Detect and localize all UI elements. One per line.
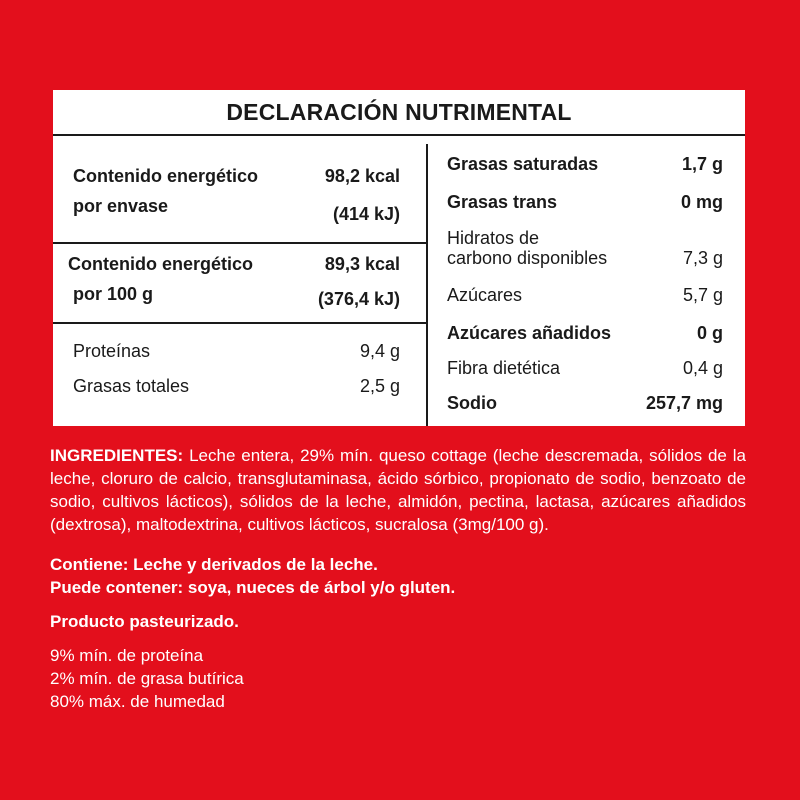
spec-proteina: 9% mín. de proteína [50, 646, 204, 665]
row-divider [53, 242, 426, 244]
energy-100g-label-1: Contenido energético [68, 254, 254, 274]
table-title: DECLARACIÓN NUTRIMENTAL [53, 90, 745, 136]
pasteurizado-text: Producto pasteurizado. [50, 612, 239, 631]
energy-100g-label-2: por 100 g [73, 284, 154, 304]
allergens-block [50, 553, 746, 599]
puede-contener-text: Puede contener: soya, nueces de árbol y/o gluten. [50, 578, 456, 597]
nutrition-table [53, 90, 745, 426]
grasas-saturadas-label: Grasas saturadas [447, 154, 599, 174]
azucares-label: Azúcares [447, 285, 523, 305]
azucares-anadidos-value: 0 g [696, 323, 723, 343]
energy-envase-label-1: Contenido energético [73, 166, 259, 186]
energy-envase-kj: (414 kJ) [332, 204, 400, 224]
hidratos-label-2: carbono disponibles [447, 248, 608, 268]
grasas-totales-value: 2,5 g [359, 376, 400, 396]
contiene-text: Contiene: Leche y derivados de la leche. [50, 555, 378, 574]
fibra-value: 0,4 g [682, 358, 723, 378]
energy-100g-kj: (376,4 kJ) [317, 289, 400, 309]
azucares-value: 5,7 g [682, 285, 723, 305]
grasas-totales-label: Grasas totales [73, 376, 190, 396]
grasas-saturadas-value: 1,7 g [681, 154, 723, 174]
ingredients-heading: INGREDIENTES: [50, 446, 184, 465]
table-body [53, 136, 745, 426]
energy-envase-label-2: por envase [73, 196, 169, 216]
azucares-anadidos-label: Azúcares añadidos [447, 323, 612, 343]
fibra-label: Fibra dietética [447, 358, 561, 378]
proteinas-value: 9,4 g [359, 341, 400, 361]
sodio-value: 257,7 mg [645, 393, 723, 413]
hidratos-value: 7,3 g [682, 248, 723, 268]
hidratos-label-1: Hidratos de [447, 228, 540, 248]
column-divider [426, 144, 428, 426]
energy-envase-kcal: 98,2 kcal [324, 166, 400, 186]
specs-block [50, 644, 746, 713]
ingredients-text: Leche entera, 29% mín. queso cottage (leche descremada, sólidos de la leche, cloruro de calcio, transglutaminasa, ácido sórbico, propionato de sodio, benzoato de sodio, cultivos lácticos), sólidos de la leche, almidón, pectina, lactasa, azúcares añadidos (dextrosa), maltodextrina, cultivos lácticos, sucralosa (3mg/100 g). [50, 446, 746, 534]
sodio-label: Sodio [447, 393, 497, 413]
grasas-trans-label: Grasas trans [447, 192, 558, 212]
proteinas-label: Proteínas [73, 341, 151, 361]
row-divider [53, 322, 426, 324]
spec-grasa: 2% mín. de grasa butírica [50, 669, 244, 688]
energy-100g-kcal: 89,3 kcal [324, 254, 400, 274]
spec-humedad: 80% máx. de humedad [50, 692, 225, 711]
grasas-trans-value: 0 mg [680, 192, 723, 212]
ingredients-paragraph [50, 444, 746, 536]
